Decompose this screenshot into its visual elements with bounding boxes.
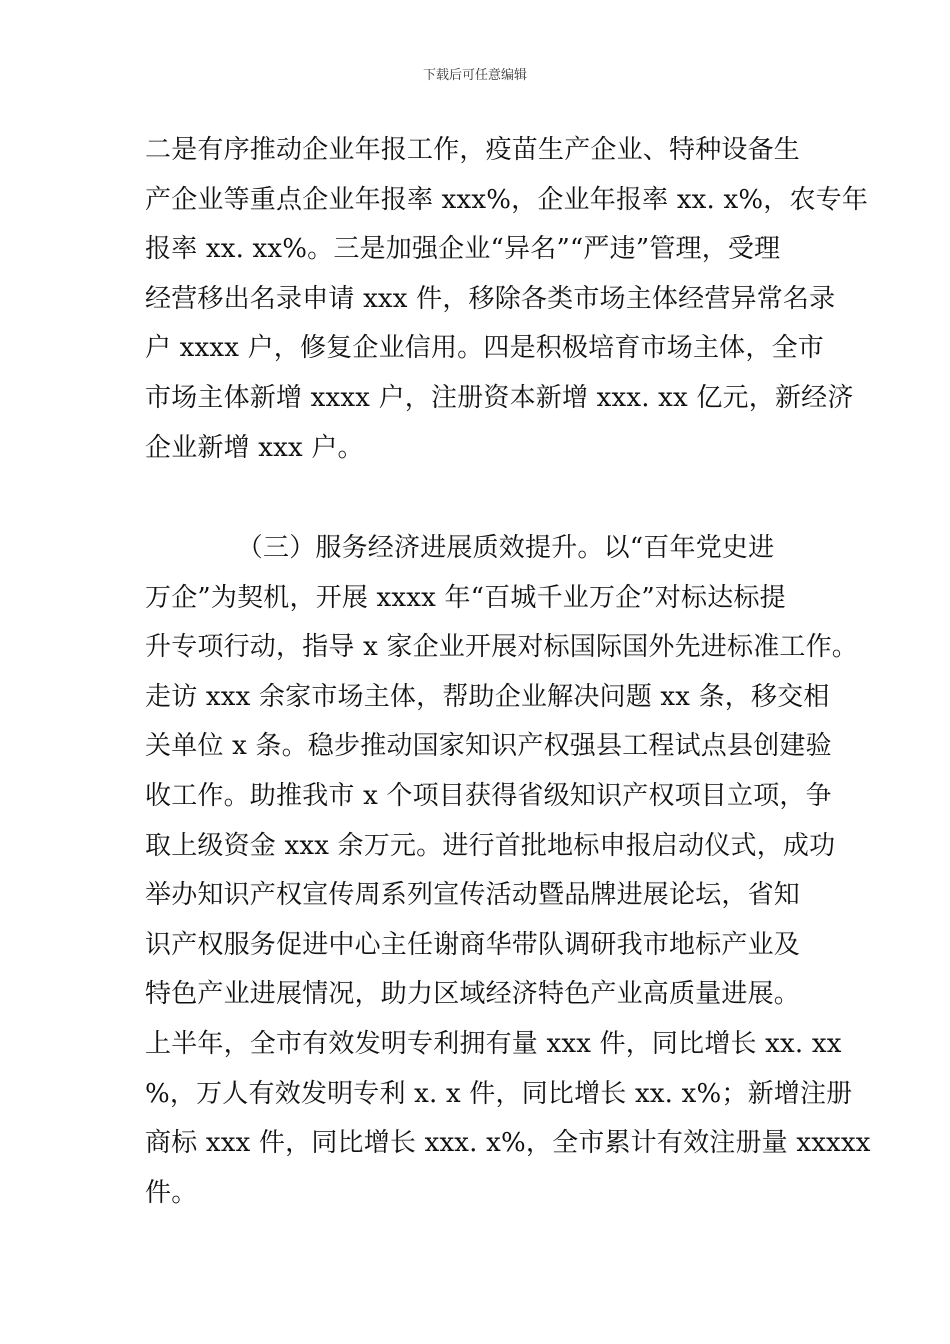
- text-line: （三）服务经济进展质效提升。以“百年党史进: [145, 533, 775, 563]
- text-line: 市场主体新增 xxxx 户，注册资本新增 xxx. xx 亿元，新经济: [145, 382, 854, 413]
- text-line: 特色产业进展情况，助力区域经济特色产业高质量进展。: [145, 979, 801, 1010]
- text-line: %，万人有效发明专利 x. x 件，同比增长 xx. x%；新增注册: [145, 1078, 853, 1109]
- text-line: 万企”为契机，开展 xxxx 年“百城千业万企”对标达标提: [145, 582, 786, 613]
- paragraph-enterprise-reports: [145, 126, 869, 473]
- text-line: 上半年，全市有效发明专利拥有量 xxx 件，同比增长 xx. xx: [145, 1028, 842, 1059]
- text-line: 户 xxxx 户，修复企业信用。四是积极培育市场主体，全市: [145, 333, 824, 364]
- text-line: 取上级资金 xxx 余万元。进行首批地标申报启动仪式，成功: [145, 830, 836, 861]
- text-line: 识产权服务促进中心主任谢商华带队调研我市地标产业及: [145, 929, 801, 960]
- text-line: 产企业等重点企业年报率 xxx%，企业年报率 xx. x%，农专年: [145, 184, 869, 215]
- text-line: 举办知识产权宣传周系列宣传活动暨品牌进展论坛，省知: [145, 880, 801, 911]
- text-line: 关单位 x 条。稳步推动国家知识产权强县工程试点县创建验: [145, 731, 832, 762]
- text-line: 升专项行动，指导 x 家企业开展对标国际国外先进标准工作。: [145, 632, 858, 663]
- text-line: 商标 xxx 件，同比增长 xxx. x%，全市累计有效注册量 xxxxx: [145, 1128, 871, 1159]
- text-line: 企业新增 xxx 户。: [145, 432, 364, 463]
- text-line: 收工作。助推我市 x 个项目获得省级知识产权项目立项，争: [145, 780, 832, 811]
- text-line: 报率 xx. xx%。三是加强企业“异名”“严违”管理，受理: [145, 234, 781, 265]
- text-line: 走访 xxx 余家市场主体，帮助企业解决问题 xx 条，移交相: [145, 681, 830, 712]
- text-line: 二是有序推动企业年报工作，疫苗生产企业、特种设备生: [145, 135, 801, 165]
- text-line: 件。: [145, 1177, 198, 1208]
- paragraph-service-economy: [145, 524, 871, 1218]
- text-line: 经营移出名录申请 xxx 件，移除各类市场主体经营异常名录: [145, 283, 836, 314]
- page-header: 下载后可任意编辑: [422, 68, 527, 83]
